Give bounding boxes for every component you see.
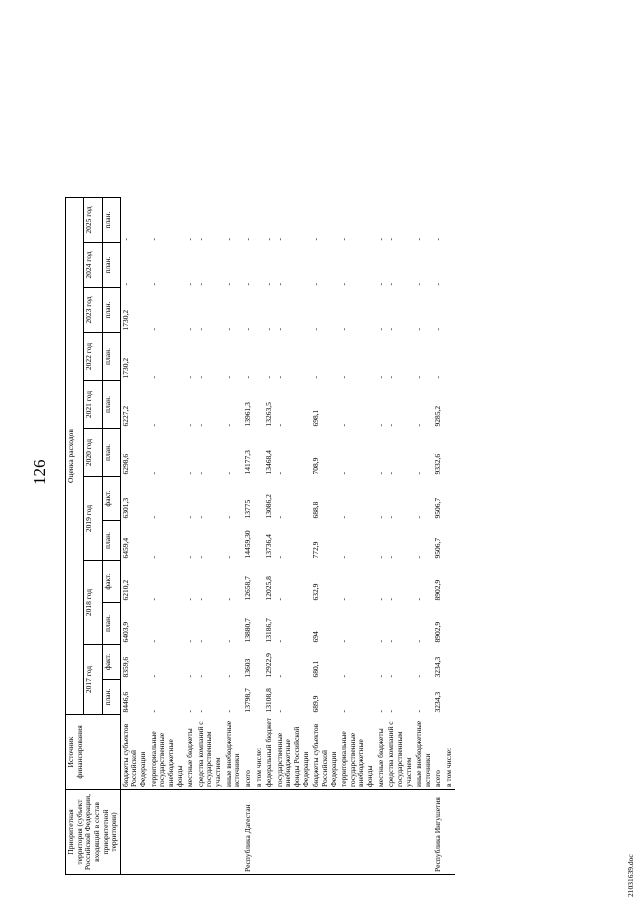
value-cell: - — [274, 675, 284, 678]
source-cell: средства компаний с государственным участием — [386, 715, 414, 790]
source-cell: иные внебюджетные источники — [224, 715, 243, 790]
table-row — [196, 198, 224, 875]
value-cell — [444, 645, 455, 680]
value-cell: - — [148, 283, 158, 286]
value-cell: 3234,3 — [433, 656, 443, 678]
value-cell: - — [185, 556, 195, 559]
value-cell: - — [311, 328, 321, 331]
value-cell — [254, 680, 265, 715]
value-cell: 9285,2 — [433, 405, 443, 427]
value-cell: - — [264, 283, 274, 286]
value-cell: 12658,7 — [242, 576, 252, 601]
value-cell: 13468,4 — [264, 450, 274, 475]
value-cell: 9332,6 — [433, 453, 443, 475]
value-cell: - — [148, 556, 158, 559]
value-cell — [254, 333, 265, 381]
value-cell: - — [414, 328, 424, 331]
value-cell: - — [339, 238, 349, 241]
value-cell: - — [274, 376, 284, 379]
value-cell: - — [386, 328, 396, 331]
fact-label: факт. — [102, 561, 120, 603]
table-row — [386, 198, 414, 875]
value-cell: 694 — [311, 631, 321, 643]
value-cell: - — [414, 516, 424, 519]
value-cell: - — [185, 283, 195, 286]
value-cell: - — [223, 556, 233, 559]
value-cell: - — [375, 376, 385, 379]
territory-cell — [444, 790, 455, 875]
value-cell — [444, 381, 455, 429]
value-cell: 13798,7 — [242, 688, 252, 713]
plan-label: план. — [102, 603, 120, 645]
value-cell: - — [148, 472, 158, 475]
value-cell: - — [414, 424, 424, 427]
value-cell: 6301,3 — [120, 477, 148, 521]
value-cell: - — [386, 283, 396, 286]
value-cell — [254, 381, 265, 429]
value-cell: - — [274, 472, 284, 475]
value-cell: - — [195, 424, 205, 427]
year-header-2025: 2025 год — [84, 198, 102, 243]
value-cell: - — [120, 198, 148, 243]
value-cell: - — [375, 640, 385, 643]
value-cell: - — [414, 376, 424, 379]
table-row — [185, 198, 196, 875]
value-cell: - — [185, 640, 195, 643]
value-cell — [254, 521, 265, 561]
territory-cell — [185, 790, 196, 875]
estimate-header: Оценка расходов — [66, 198, 84, 715]
value-cell: - — [375, 516, 385, 519]
value-cell: - — [375, 710, 385, 713]
value-cell: - — [195, 328, 205, 331]
table-row — [339, 198, 376, 875]
value-cell: - — [274, 238, 284, 241]
table-row — [444, 198, 455, 875]
plan-label: план. — [102, 198, 120, 243]
value-cell: 13775 — [242, 499, 252, 519]
value-cell: - — [148, 598, 158, 601]
value-cell: - — [339, 640, 349, 643]
value-cell: - — [414, 556, 424, 559]
value-cell: 8359,6 — [120, 645, 148, 680]
value-cell: - — [311, 238, 321, 241]
territory-cell — [264, 790, 275, 875]
value-cell: - — [386, 640, 396, 643]
value-cell: 6210,2 — [120, 561, 148, 603]
value-cell: - — [223, 598, 233, 601]
value-cell: - — [195, 283, 205, 286]
source-cell: средства компаний с государственным участием — [196, 715, 224, 790]
value-cell: 13086,2 — [264, 494, 274, 519]
value-cell: 6298,6 — [120, 429, 148, 477]
value-cell: - — [274, 283, 284, 286]
value-cell — [444, 333, 455, 381]
value-cell — [254, 243, 265, 288]
plan-label: план. — [102, 243, 120, 288]
value-cell: - — [223, 472, 233, 475]
value-cell: 13108,8 — [264, 688, 274, 713]
value-cell: - — [195, 516, 205, 519]
plan-label: план. — [102, 680, 120, 715]
year-header-2020: 2020 год — [84, 429, 102, 477]
value-cell: - — [195, 238, 205, 241]
value-cell: - — [120, 243, 148, 288]
value-cell: - — [223, 424, 233, 427]
value-cell: - — [148, 328, 158, 331]
value-cell: - — [148, 238, 158, 241]
table-row — [414, 198, 433, 875]
value-cell — [444, 288, 455, 333]
source-cell: территориальные государственные внебюджетные фонды — [339, 715, 376, 790]
plan-label: план. — [102, 521, 120, 561]
value-cell: - — [242, 238, 252, 241]
value-cell: 8902,9 — [433, 579, 443, 601]
value-cell: - — [223, 710, 233, 713]
territory-cell — [311, 790, 339, 875]
table-row — [120, 198, 148, 875]
table-row — [433, 198, 444, 875]
value-cell: - — [375, 598, 385, 601]
value-cell: 698,1 — [311, 409, 321, 427]
value-cell: - — [339, 283, 349, 286]
value-cell: 8446,6 — [120, 680, 148, 715]
value-cell: 12922,9 — [264, 653, 274, 678]
value-cell: - — [433, 283, 443, 286]
table-header — [66, 198, 121, 875]
value-cell: - — [386, 472, 396, 475]
value-cell: 680,1 — [311, 660, 321, 678]
value-cell: - — [195, 556, 205, 559]
year-header-2024: 2024 год — [84, 243, 102, 288]
value-cell: 632,9 — [311, 583, 321, 601]
value-cell: 1730,2 — [120, 333, 148, 381]
territory-cell — [376, 790, 387, 875]
value-cell: - — [375, 328, 385, 331]
value-cell: - — [274, 640, 284, 643]
value-cell — [444, 680, 455, 715]
source-cell: местные бюджеты — [185, 715, 196, 790]
value-cell: - — [195, 710, 205, 713]
value-cell: - — [375, 472, 385, 475]
table-row — [224, 198, 243, 875]
territory-cell — [196, 790, 224, 875]
table-row — [149, 198, 186, 875]
value-cell: - — [414, 283, 424, 286]
value-cell: 14459,30 — [242, 530, 252, 559]
value-cell: - — [148, 640, 158, 643]
value-cell: - — [185, 238, 195, 241]
value-cell: - — [339, 675, 349, 678]
source-cell: в том числе: — [444, 715, 455, 790]
territory-header: Приоритетная территория (субъект Российской Федерации, входящий в состав приоритетной территории) — [66, 790, 121, 875]
source-header: Источник финансирования — [66, 715, 121, 790]
value-cell: - — [195, 598, 205, 601]
value-cell — [444, 561, 455, 603]
value-cell: - — [264, 376, 274, 379]
value-cell: - — [375, 283, 385, 286]
value-cell — [254, 561, 265, 603]
value-cell — [254, 288, 265, 333]
value-cell: - — [311, 376, 321, 379]
value-cell: - — [274, 556, 284, 559]
source-cell: государственные внебюджетные фонды Российской Федерации — [275, 715, 312, 790]
territory-cell — [254, 790, 265, 875]
value-cell: - — [339, 472, 349, 475]
value-cell: 6227,2 — [120, 381, 148, 429]
value-cell: 12025,8 — [264, 576, 274, 601]
value-cell: - — [414, 710, 424, 713]
value-cell: 13186,7 — [264, 618, 274, 643]
value-cell: 13263,5 — [264, 402, 274, 427]
source-cell: территориальные государственные внебюджетные фонды — [149, 715, 186, 790]
value-cell: - — [195, 472, 205, 475]
value-cell: 13736,4 — [264, 534, 274, 559]
value-cell: 14177,3 — [242, 450, 252, 475]
plan-label: план. — [102, 288, 120, 333]
value-cell: - — [185, 328, 195, 331]
value-cell: - — [339, 598, 349, 601]
value-cell: - — [375, 675, 385, 678]
value-cell: - — [195, 675, 205, 678]
value-cell: - — [223, 675, 233, 678]
value-cell: - — [274, 328, 284, 331]
value-cell: - — [375, 238, 385, 241]
territory-cell — [386, 790, 414, 875]
source-cell: местные бюджеты — [376, 715, 387, 790]
value-cell: - — [386, 598, 396, 601]
value-cell: - — [414, 238, 424, 241]
value-cell: - — [185, 675, 195, 678]
value-cell: - — [433, 238, 443, 241]
value-cell: - — [223, 516, 233, 519]
source-cell: всего — [433, 715, 444, 790]
value-cell: 13880,7 — [242, 618, 252, 643]
value-cell: - — [386, 424, 396, 427]
value-cell: - — [148, 376, 158, 379]
value-cell: - — [264, 328, 274, 331]
table-row — [254, 198, 265, 875]
value-cell: - — [339, 424, 349, 427]
value-cell: - — [185, 376, 195, 379]
fact-label: факт. — [102, 645, 120, 680]
value-cell: - — [339, 376, 349, 379]
value-cell: - — [223, 376, 233, 379]
value-cell: - — [223, 328, 233, 331]
value-cell: - — [185, 516, 195, 519]
value-cell: 689,9 — [311, 695, 321, 713]
value-cell: - — [195, 640, 205, 643]
plan-label: план. — [102, 381, 120, 429]
value-cell: - — [148, 516, 158, 519]
value-cell: - — [339, 556, 349, 559]
year-header-2023: 2023 год — [84, 288, 102, 333]
territory-cell — [224, 790, 243, 875]
value-cell: - — [148, 424, 158, 427]
year-header-2021: 2021 год — [84, 381, 102, 429]
value-cell: - — [274, 710, 284, 713]
value-cell: 13961,3 — [242, 402, 252, 427]
value-cell — [444, 603, 455, 645]
value-cell: 708,9 — [311, 457, 321, 475]
table-row — [243, 198, 254, 875]
value-cell: - — [433, 328, 443, 331]
territory-cell — [414, 790, 433, 875]
value-cell: - — [264, 238, 274, 241]
document-id: 21031639.doc — [626, 854, 635, 897]
source-cell: федеральный бюджет — [264, 715, 275, 790]
source-cell: бюджеты субъектов Российской Федерации — [311, 715, 339, 790]
value-cell: - — [386, 516, 396, 519]
year-header-2018: 2018 год — [84, 561, 102, 645]
value-cell: - — [185, 472, 195, 475]
value-cell — [254, 645, 265, 680]
value-cell: - — [195, 376, 205, 379]
table-row — [264, 198, 275, 875]
value-cell: - — [311, 283, 321, 286]
value-cell — [254, 429, 265, 477]
source-cell: в том числе: — [254, 715, 265, 790]
value-cell: - — [242, 376, 252, 379]
territory-cell — [149, 790, 186, 875]
value-cell: - — [386, 376, 396, 379]
value-cell: - — [242, 328, 252, 331]
value-cell: - — [386, 710, 396, 713]
value-cell: - — [223, 283, 233, 286]
territory-cell — [339, 790, 376, 875]
table-row — [311, 198, 339, 875]
value-cell: - — [386, 675, 396, 678]
value-cell: 8902,9 — [433, 621, 443, 643]
value-cell: - — [185, 710, 195, 713]
value-cell: - — [386, 556, 396, 559]
value-cell: - — [414, 598, 424, 601]
value-cell: - — [148, 675, 158, 678]
value-cell: 1730,2 — [120, 288, 148, 333]
plan-label: план. — [102, 333, 120, 381]
value-cell: - — [274, 516, 284, 519]
territory-cell: Республика Дагестан — [243, 790, 254, 875]
value-cell: 9506,7 — [433, 537, 443, 559]
expense-estimate-table — [65, 197, 455, 875]
value-cell — [444, 429, 455, 477]
value-cell: - — [148, 710, 158, 713]
value-cell: - — [375, 556, 385, 559]
year-header-2019: 2019 год — [84, 477, 102, 561]
table-row — [376, 198, 387, 875]
value-cell: - — [223, 640, 233, 643]
value-cell — [254, 603, 265, 645]
year-header-2022: 2022 год — [84, 333, 102, 381]
year-header-2017: 2017 год — [84, 645, 102, 715]
value-cell: - — [185, 598, 195, 601]
value-cell: 6459,4 — [120, 521, 148, 561]
value-cell: - — [414, 640, 424, 643]
page-number: 126 — [30, 459, 49, 485]
value-cell: - — [242, 283, 252, 286]
value-cell: 3234,3 — [433, 691, 443, 713]
value-cell: 13603 — [242, 658, 252, 678]
source-cell: иные внебюджетные источники — [414, 715, 433, 790]
value-cell: - — [339, 710, 349, 713]
territory-cell: Республика Ингушетия — [433, 790, 444, 875]
value-cell: 6403,9 — [120, 603, 148, 645]
table-row — [275, 198, 312, 875]
value-cell: - — [414, 472, 424, 475]
value-cell: 772,9 — [311, 541, 321, 559]
value-cell — [444, 477, 455, 521]
value-cell — [444, 198, 455, 243]
value-cell: - — [274, 598, 284, 601]
value-cell: - — [433, 376, 443, 379]
source-cell: всего — [243, 715, 254, 790]
fact-label: факт. — [102, 477, 120, 521]
value-cell: 688,8 — [311, 501, 321, 519]
territory-cell — [275, 790, 312, 875]
table-body — [120, 198, 454, 875]
value-cell: 9506,7 — [433, 497, 443, 519]
value-cell — [254, 477, 265, 521]
value-cell: - — [274, 424, 284, 427]
value-cell — [444, 243, 455, 288]
value-cell: - — [339, 328, 349, 331]
value-cell: - — [223, 238, 233, 241]
value-cell: - — [414, 675, 424, 678]
source-cell: бюджеты субъектов Российской Федерации — [120, 715, 148, 790]
value-cell: - — [185, 424, 195, 427]
value-cell — [444, 521, 455, 561]
value-cell: - — [386, 238, 396, 241]
value-cell — [254, 198, 265, 243]
territory-cell — [120, 790, 148, 875]
value-cell: - — [339, 516, 349, 519]
value-cell: - — [375, 424, 385, 427]
plan-label: план. — [102, 429, 120, 477]
